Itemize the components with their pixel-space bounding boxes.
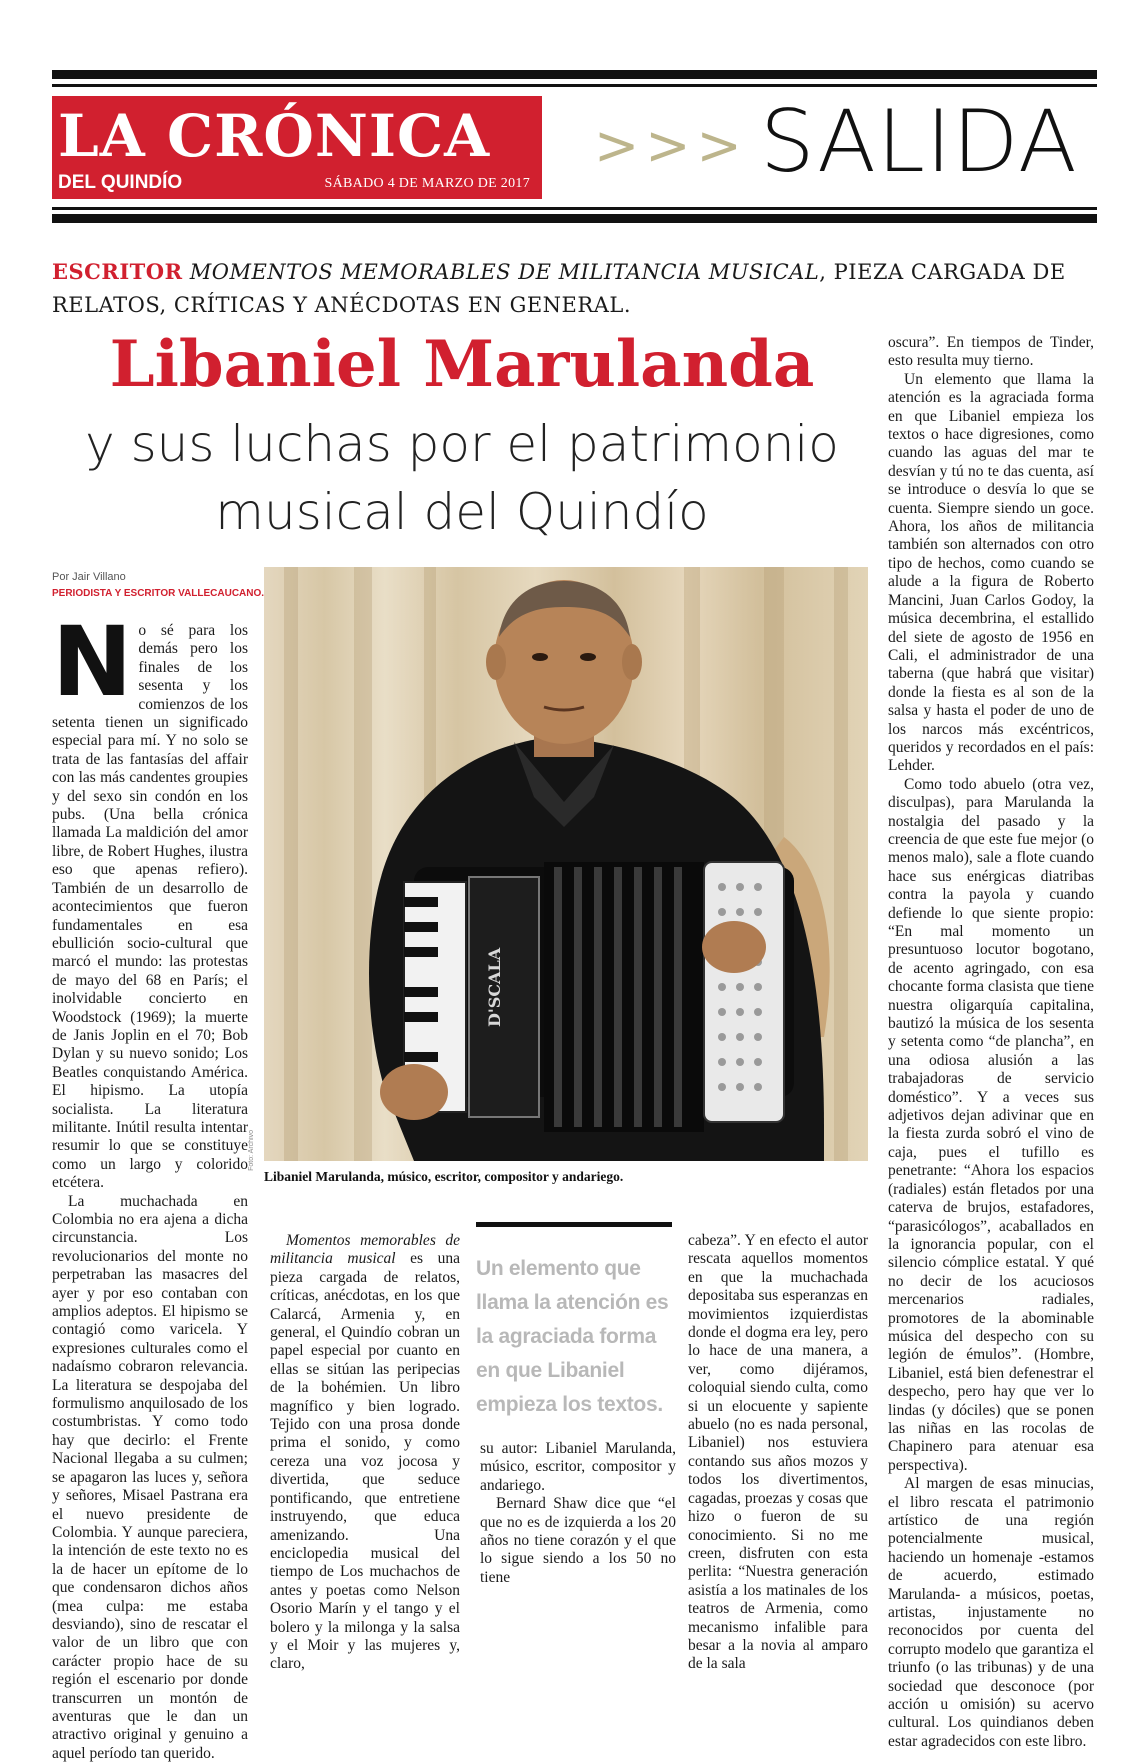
section-name: SALIDA xyxy=(760,92,1078,192)
article-column-4 xyxy=(688,1232,868,1674)
accordion-bass-buttons xyxy=(704,862,784,1122)
accordion-bellows xyxy=(544,862,704,1132)
bottom-rule-thick xyxy=(52,214,1097,223)
man-ear-right xyxy=(622,644,642,680)
issue-date: SÁBADO 4 DE MARZO DE 2017 xyxy=(324,176,530,191)
pullquote: Un elemento que llama la atención es la agraciada forma en que Libaniel empieza los textos. xyxy=(476,1257,669,1416)
paragraph: La muchachada en Colombia no era ajena a dicha circunstancia. Los revolucionarios del monte no perpetraban las masacres del ayer y por eso contaban con amplios adeptos. El hipismo se contagió como varicela. Y expresiones culturales como el nadaísmo cobraron relevancia. La literatura se despojaba del formulismo anquilosado de los costumbristas. Y como todo hay que decirlo: el Frente Nacional llegaba a su culmen; se apagaron las luces y, señora y señores, Misael Pastrana era el nuevo presidente de Colombia. Y aunque pareciera, la intención de este texto no es la de hacer un epítome de lo que condensaron dichos años (mea culpa: me estaba desviando), sino de rescatar el valor de un libro que con carácter propio hace de su región el escenario por donde transcurren un montón de aventuras que le dan un atractivo original y genuino a aquel período tan querido. xyxy=(52,1192,248,1762)
paragraph: Bernard Shaw dice que “el que no es de izquierda a los 20 años no tiene corazón y el que lo sigue siendo a los 50 no tiene xyxy=(480,1495,676,1586)
paragraph: Como todo abuelo (otra vez, disculpas), para Marulanda la nostalgia del pasado y la creencia de que este fue mejor (o menos malo), sale a flote cuando hace sus enérgicas diatribas contra la payola y cuando defiende lo que siente propio: “En mal momento un presuntuoso locutor bogotano, de acento agringado, con esa chocante forma clasista que tiene nuestra oligarquía capitalina, bautizó la música de los sesenta y setenta como “de plancha”, en una odiosa alusión a las trabajadoras de servicio doméstico”. Y a veces sus adjetivos dejan adivinar que en la fiesta zurda sobró el vino de caja, pues el tufillo es penetrante: “Ahora los espacios (radiales) están fletados por una caterva de brujos, estafadores, “parasicólogos”, acaballados en la ignorancia popular, con el silencio cómplice estatal. Y qué no decir de los acuciosos mercenarios radiales, promotores de la abominable música del despecho con su legión de émulos”. (Hombre, Libaniel, está bien defenestrar el despecho, pero hay que ver lo lindas (y dóciles) que se ponen las niñas en las rocolas de Chapinero para atenuar esa perspectiva). xyxy=(888,775,1094,1474)
photo-credit: Foto: Archivo xyxy=(248,1130,255,1171)
paragraph: cabeza”. Y en efecto el autor rescata aquellos momentos en que la muchachada depositaba sus esperanzas en movimientos izquierdistas donde el dogma era ley, pero lo hace de una manera, a ver, como dijéramos, coloquial siendo culta, como si un elocuente y sapiente abuelo (no es nada personal, Libaniel) nos estuviera contando sus años mozos y todos los divertimentos, cagadas, proezas y cosas que hizo o fueron de su conocimiento. Si no me creen, disfruten con esta perlita: “Nuestra generación asistía a los matinales de los teatros de Armenia, como mecanismo infalible para besar a la novia al amparo de la sala xyxy=(688,1232,868,1673)
bottom-rule-thin xyxy=(52,207,1097,210)
paragraph: Un elemento que llama la atención es la agraciada forma en que Libaniel empieza los textos o hace digresiones, como cuando las aguas del mar te desvían y tú no te das cuenta, así se introduce o desvía lo que se cuenta. Siempre siendo un goce. Ahora, los años de militancia también son alternados con otro tipo de hechos, como cuando se alude a la figura de Roberto Mancini, Juan Carlos Godoy, la música decembrina, el estallido del siete de agosto de 1956 en Cali, el administrador de una taberna (que habrá que visitar) donde la fiesta es al son de la salsa y hasta el poder de uno de los narcos más excéntricos, queridos y recordados en el país: Lehder. xyxy=(888,370,1094,775)
man-eye-right xyxy=(580,653,596,661)
accordion-brand: D'SCALA xyxy=(485,947,504,1027)
byline-role: PERIODISTA Y ESCRITOR VALLECAUCANO. xyxy=(52,588,265,599)
masthead-subtitle: DEL QUINDÍO xyxy=(58,172,183,193)
article-column-3 xyxy=(480,1440,676,1587)
man-hand-right xyxy=(702,921,766,973)
photo-illustration xyxy=(264,567,868,1161)
headline: Libaniel Marulanda xyxy=(109,327,815,402)
section-arrows-icon: >>> xyxy=(594,114,748,177)
photo-caption: Libaniel Marulanda, músico, escritor, compositor y andariego. xyxy=(264,1169,624,1184)
kicker-book-title: MOMENTOS MEMORABLES DE MILITANCIA MUSICAL xyxy=(189,260,820,284)
article-column-1 xyxy=(52,606,248,1763)
deck: y sus luchas por el patrimonio musical del Quindío xyxy=(85,415,839,541)
article-column-5 xyxy=(888,334,1094,1751)
paragraph-text: o sé para los demás pero los finales de los sesenta y los comienzos de los setenta tienen un significado especial para mí. Y no solo se trata de las fantasías del affair con las más candentes groupies y del sexo sin condón en los pubs. (Una bella crónica llamada La maldición del amor libre, de Robert Hughes, ilustra eso que apenas refiero). También de un desarrollo de acontecimientos que fueron fundamentales en esa ebullición socio-cultural que marcó el mundo: las protestas de mayo del 68 en París; el inolvidable concierto en Woodstock (1969); la muerte de Janis Joplin en el 70; Bob Dylan y su nuevo sonido; Los Beatles conquistando América. El hipismo. La utopía socialista. La literatura militante. Inútil resulta intentar resumir lo que se constituye como un largo y colorido etcétera. xyxy=(52,622,248,1192)
masthead-title: LA CRÓNICA xyxy=(58,102,491,170)
byline-author: Por Jair Villano xyxy=(52,571,126,583)
paragraph xyxy=(270,1232,460,1674)
paragraph-text: es una pieza cargada de relatos, críticas, anécdotas, en los que Calarcá, Armenia y, en general, el Quindío cobran un papel especial por cuanto en ellas se sitúan las peripecias de la bohémien. Un libro magnífico y bien logrado. Tejido con una prosa donde prima el sonido, y como cereza una voz jocosa y divertida, que seduce pontificando, que entretiene instruyendo, que educa amenizando. Una enciclopedia musical del tiempo de Los muchachos de antes y poetas como Nelson Osorio Marín y el tango y el bolero y la milonga y la salsa y el Moir y las mujeres y, claro, xyxy=(270,1250,460,1673)
paragraph xyxy=(52,606,248,1193)
man-ear-left xyxy=(486,644,506,680)
masthead-logo[interactable] xyxy=(52,96,542,199)
accordion-grille xyxy=(469,877,539,1117)
kicker xyxy=(52,255,1097,322)
book-title: Momentos memorables de militancia musical xyxy=(270,1232,460,1268)
kicker-label: ESCRITOR xyxy=(52,259,183,284)
top-rule-thin xyxy=(52,84,1097,87)
man-eye-left xyxy=(532,653,548,661)
top-rule-thick xyxy=(52,70,1097,79)
article-column-2 xyxy=(270,1232,460,1674)
paragraph: Al margen de esas minucias, el libro rescata el patrimonio artístico de una región potencialmente musical, haciendo un homenaje -estamos de acuerdo, estimado Marulanda- a músicos, poetas, artistas, injustamente no reconocidos por cuenta del corrupto modelo que garantiza el triunfo (o las tribunas) y de una sociedad que desconoce (por acción u omisión) su acervo cultural. Los quindianos deben estar agradecidos con este libro. xyxy=(888,1475,1094,1750)
man-hand-left xyxy=(380,1064,448,1120)
paragraph: oscura”. En tiempos de Tinder, esto resulta muy tierno. xyxy=(888,334,1094,370)
drop-cap: N xyxy=(52,606,133,718)
accordion xyxy=(404,862,794,1132)
article-photo[interactable] xyxy=(264,567,868,1161)
pullquote-bar xyxy=(476,1222,672,1227)
paragraph: su autor: Libaniel Marulanda, músico, escritor, compositor y andariego. xyxy=(480,1440,676,1494)
kicker-text: , PIEZA CARGADA DE RELATOS, CRÍTICAS Y ANÉCDOTAS EN GENERAL. xyxy=(52,260,1066,317)
